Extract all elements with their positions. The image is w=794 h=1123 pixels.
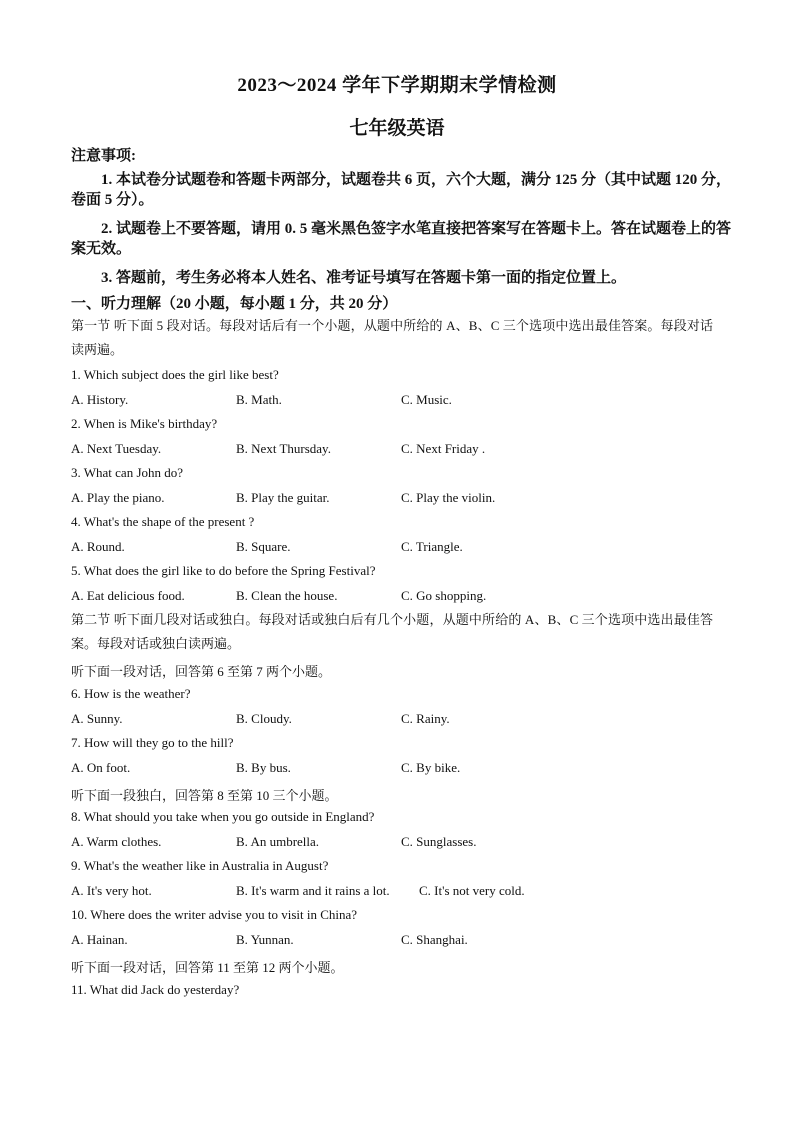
- option-b: B. Square.: [236, 539, 291, 554]
- option-a: A. Next Tuesday.: [71, 441, 162, 456]
- option-a: A. Play the piano.: [71, 490, 165, 505]
- question-5: 5. What does the girl like to do before the Spring Festival?: [71, 563, 376, 578]
- part2-intro: 第二节 听下面几段对话或独白。每段对话或独白后有几个小题，从题中所给的 A、B、C 三个选项中选出最佳答案。每段对话或独白读两遍。: [71, 612, 713, 651]
- option-a: A. Round.: [71, 539, 125, 554]
- option-c: C. Sunglasses.: [401, 834, 477, 849]
- option-c: C. Music.: [401, 392, 452, 407]
- section-heading: 一、听力理解（20 小题，每小题 1 分，共 20 分）: [71, 296, 398, 312]
- options-7: [71, 760, 731, 778]
- options-9: [71, 883, 731, 901]
- question-3: 3. What can John do?: [71, 465, 184, 480]
- options-1: [71, 392, 731, 410]
- options-2: [71, 441, 731, 459]
- question-2: 2. When is Mike's birthday?: [71, 416, 218, 431]
- notice-item-3: 3. 答题前，考生务必将本人姓名、准考证号填写在答题卡第一面的指定位置上。: [101, 270, 627, 286]
- option-a: A. Hainan.: [71, 932, 128, 947]
- dialog-instruction-6-7: 听下面一段对话，回答第 6 至第 7 两个小题。: [71, 664, 332, 679]
- question-4: 4. What's the shape of the present ?: [71, 514, 255, 529]
- option-c: C. Next Friday .: [401, 441, 486, 456]
- question-11: 11. What did Jack do yesterday?: [71, 982, 240, 997]
- option-c: C. Go shopping.: [401, 588, 487, 603]
- option-b: B. Math.: [236, 392, 282, 407]
- option-c: C. It's not very cold.: [419, 883, 525, 898]
- notice-item-1: 1. 本试卷分试题卷和答题卡两部分，试题卷共 6 页，六个大题，满分 125 分（其中试题 120 分，卷面 5 分）。: [71, 172, 732, 208]
- question-8: 8. What should you take when you go outside in England?: [71, 809, 375, 824]
- monologue-instruction-8-10: 听下面一段独白，回答第 8 至第 10 三个小题。: [71, 788, 338, 803]
- options-5: [71, 588, 731, 606]
- option-b: B. Next Thursday.: [236, 441, 331, 456]
- question-6: 6. How is the weather?: [71, 686, 191, 701]
- option-a: A. Sunny.: [71, 711, 123, 726]
- question-9: 9. What's the weather like in Australia in August?: [71, 858, 329, 873]
- options-10: [71, 932, 731, 950]
- option-b: B. It's warm and it rains a lot.: [236, 883, 390, 898]
- option-a: A. Warm clothes.: [71, 834, 162, 849]
- option-b: B. An umbrella.: [236, 834, 320, 849]
- option-c: C. By bike.: [401, 760, 461, 775]
- part1-intro: 第一节 听下面 5 段对话。每段对话后有一个小题，从题中所给的 A、B、C 三个选项中选出最佳答案。每段对话读两遍。: [71, 318, 713, 357]
- options-4: [71, 539, 731, 557]
- option-c: C. Play the violin.: [401, 490, 496, 505]
- option-a: A. On foot.: [71, 760, 131, 775]
- option-b: B. Play the guitar.: [236, 490, 330, 505]
- question-1: 1. Which subject does the girl like best?: [71, 367, 279, 382]
- dialog-instruction-11-12: 听下面一段对话，回答第 11 至第 12 两个小题。: [71, 960, 344, 975]
- notice-item-2: 2. 试题卷上不要答题，请用 0. 5 毫米黑色签字水笔直接把答案写在答题卡上。答在试题卷上的答案无效。: [71, 221, 732, 257]
- options-3: [71, 490, 731, 508]
- option-c: C. Shanghai.: [401, 932, 468, 947]
- notice-heading: 注意事项:: [71, 148, 136, 164]
- option-b: B. Cloudy.: [236, 711, 292, 726]
- option-a: A. History.: [71, 392, 129, 407]
- question-7: 7. How will they go to the hill?: [71, 735, 234, 750]
- option-b: B. Yunnan.: [236, 932, 294, 947]
- option-b: B. By bus.: [236, 760, 291, 775]
- option-c: C. Rainy.: [401, 711, 450, 726]
- page-title: 2023～2024 学年下学期期末学情检测: [237, 75, 557, 96]
- option-c: C. Triangle.: [401, 539, 463, 554]
- option-a: A. Eat delicious food.: [71, 588, 185, 603]
- option-a: A. It's very hot.: [71, 883, 152, 898]
- page-subtitle: 七年级英语: [349, 118, 445, 139]
- question-10: 10. Where does the writer advise you to visit in China?: [71, 907, 358, 922]
- option-b: B. Clean the house.: [236, 588, 338, 603]
- options-6: [71, 711, 731, 729]
- options-8: [71, 834, 731, 852]
